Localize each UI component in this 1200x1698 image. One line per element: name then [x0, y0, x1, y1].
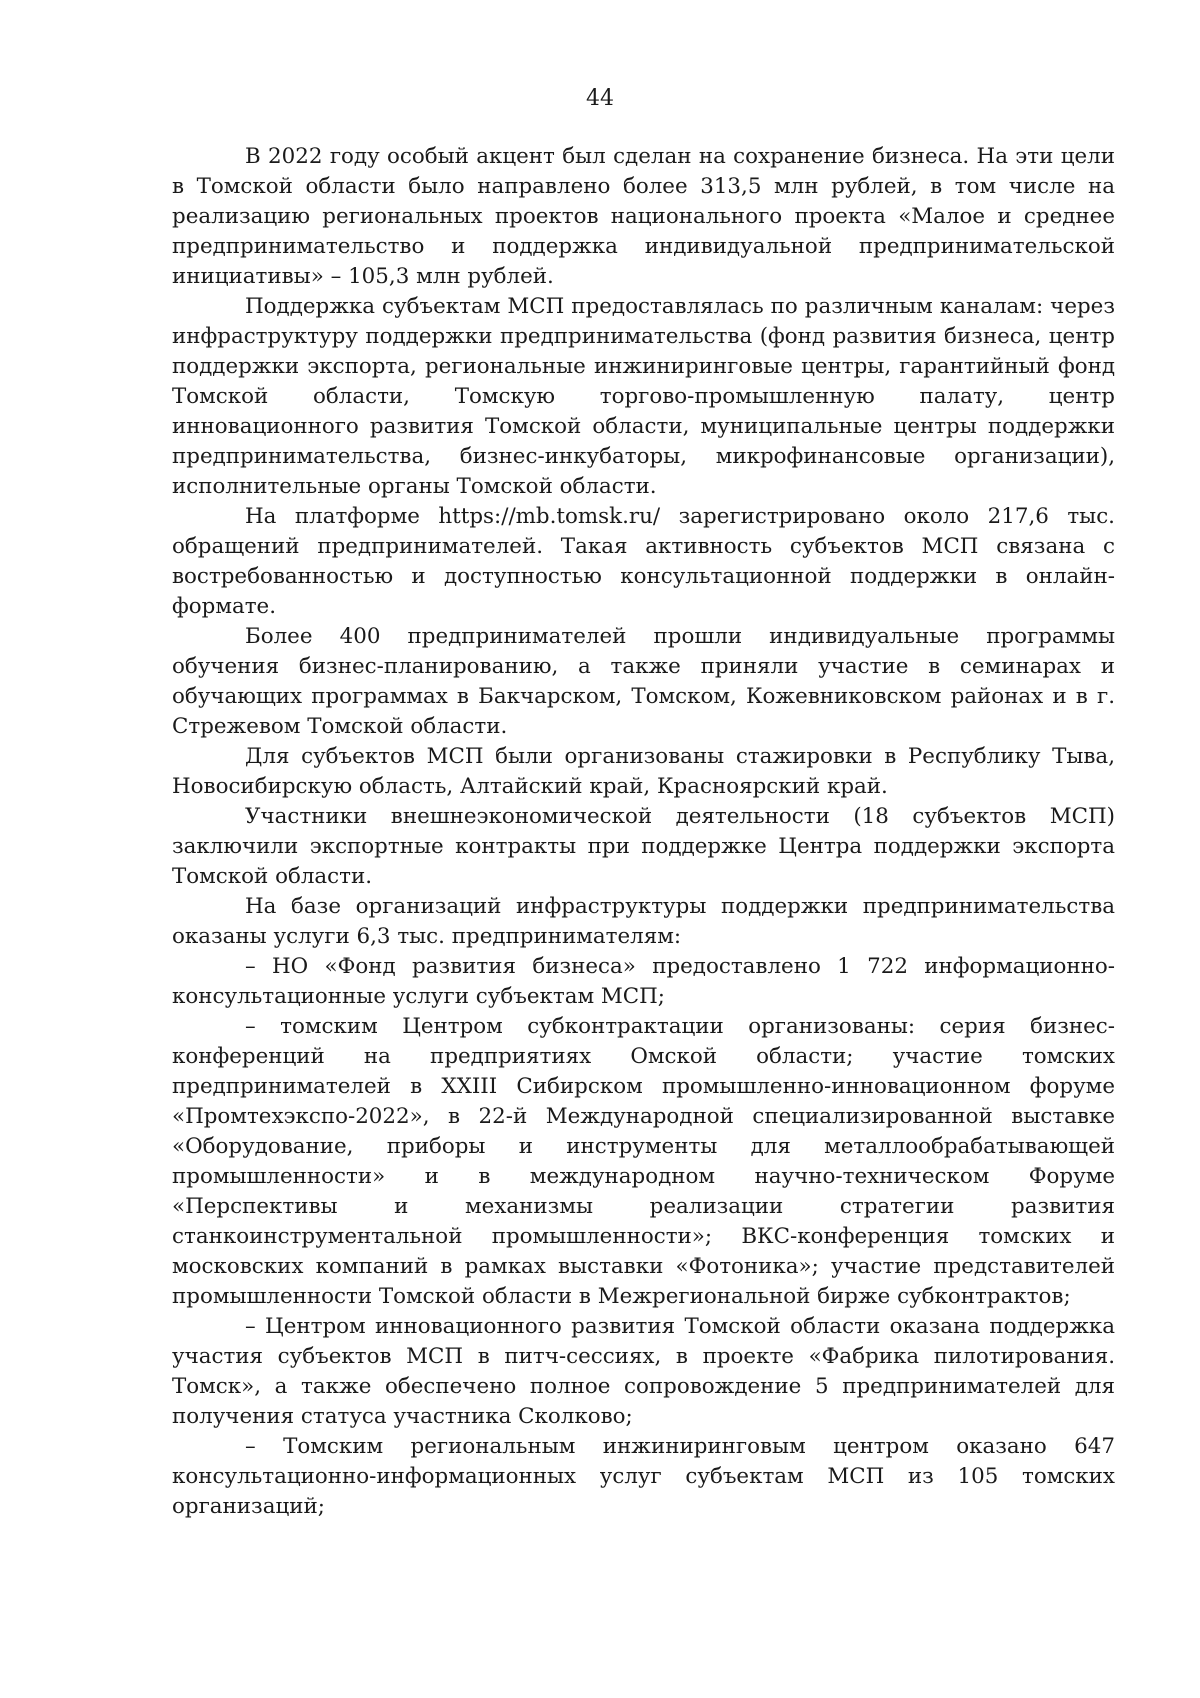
page-number: 44 [586, 86, 614, 111]
paragraph-infrastructure-services: На базе организаций инфраструктуры поддержки предпринимательства оказаны услуги 6,3 тыс. предпринимателям: [172, 894, 1115, 949]
list-item-innovation-center: – Центром инновационного развития Томской области оказана поддержка участия субъектов МСП в питч-сессиях, в проекте «Фабрика пилотирования. Томск», а также обеспечено полное сопровождение 5 предпринимателей для получения статуса участника Сколково; [172, 1314, 1115, 1429]
paragraph-internships: Для субъектов МСП были организованы стажировки в Республику Тыва, Новосибирскую область, Алтайский край, Красноярский край. [172, 744, 1115, 799]
document-body [172, 142, 1115, 1522]
list-item-engineering-center: – Томским региональным инжиниринговым центром оказано 647 консультационно-информационных услуг субъектам МСП из 105 томских организаций; [172, 1434, 1115, 1519]
paragraph-platform-requests: На платформе https://mb.tomsk.ru/ зарегистрировано около 217,6 тыс. обращений предпринимателей. Такая активность субъектов МСП связана с востребованностью и доступностью консультационной поддержки в онлайн-формате. [172, 504, 1115, 619]
paragraph-support-channels: Поддержка субъектам МСП предоставлялась по различным каналам: через инфраструктуру поддержки предпринимательства (фонд развития бизнеса, центр поддержки экспорта, региональные инжиниринговые центры, гарантийный фонд Томской области, Томскую торгово-промышленную палату, центр инновационного развития Томской области, муниципальные центры поддержки предпринимательства, бизнес-инкубаторы, микрофинансовые организации), исполнительные органы Томской области. [172, 294, 1115, 499]
list-item-business-fund: – НО «Фонд развития бизнеса» предоставлено 1 722 информационно-консультационные услуги субъектам МСП; [172, 954, 1115, 1009]
paragraph-export-contracts: Участники внешнеэкономической деятельности (18 субъектов МСП) заключили экспортные контракты при поддержке Центра поддержки экспорта Томской области. [172, 804, 1115, 889]
paragraph-training-programs: Более 400 предпринимателей прошли индивидуальные программы обучения бизнес-планированию, а также приняли участие в семинарах и обучающих программах в Бакчарском, Томском, Кожевниковском районах и в г. Стрежевом Томской области. [172, 624, 1115, 739]
paragraph-business-support-2022: В 2022 году особый акцент был сделан на сохранение бизнеса. На эти цели в Томской области было направлено более 313,5 млн рублей, в том числе на реализацию региональных проектов национального проекта «Малое и среднее предпринимательство и поддержка индивидуальной предпринимательской инициативы» – 105,3 млн рублей. [172, 144, 1115, 289]
list-item-subcontracting-center: – томским Центром субконтрактации организованы: серия бизнес-конференций на предприятиях Омской области; участие томских предпринимателей в XXIII Сибирском промышленно-инновационном форуме «Промтехэкспо-2022», в 22-й Международной специализированной выставке «Оборудование, приборы и инструменты для металлообрабатывающей промышленности» и в международном научно-техническом Форуме «Перспективы и механизмы реализации стратегии развития станкоинструментальной промышленности»; ВКС-конференция томских и московских компаний в рамках выставки «Фотоника»; участие представителей промышленности Томской области в Межрегиональной бирже субконтрактов; [172, 1014, 1115, 1309]
